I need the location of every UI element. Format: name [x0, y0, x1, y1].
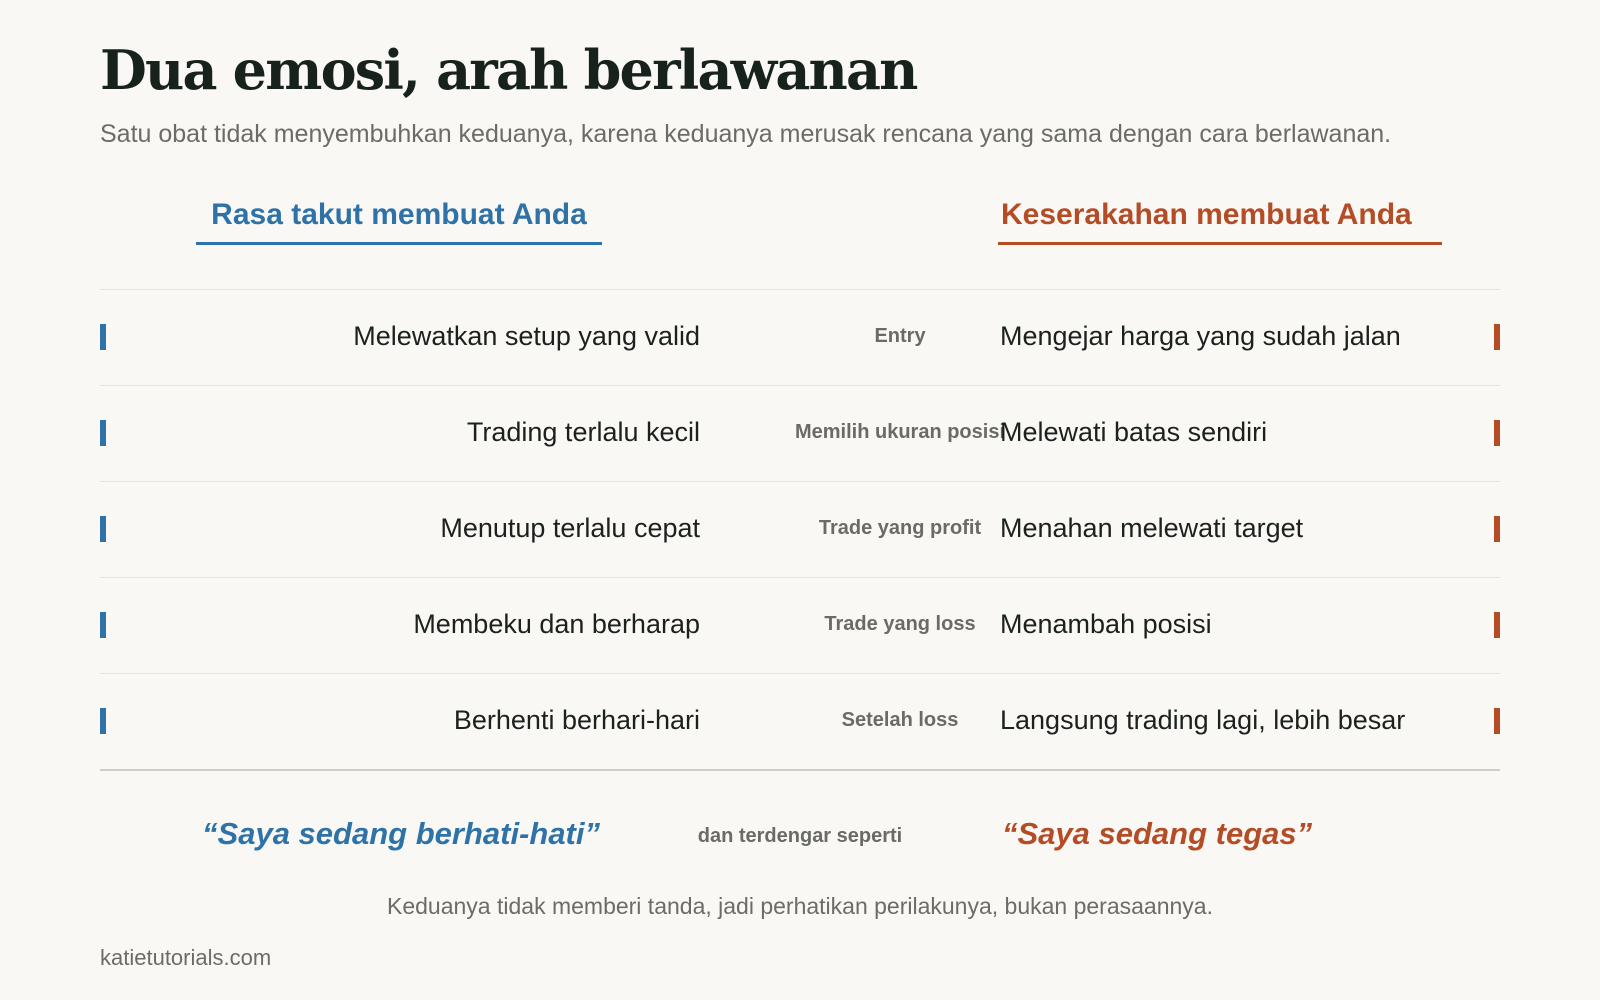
fear-behavior: Berhenti berhari-hari [453, 705, 700, 735]
fear-behavior: Trading terlalu kecil [466, 417, 700, 447]
quote-connector: dan terdengar seperti [697, 825, 903, 847]
fear-marker [100, 612, 106, 638]
fear-marker [100, 516, 106, 542]
fear-column-heading: Rasa takut membuat Anda [196, 198, 602, 245]
fear-marker [100, 324, 106, 350]
comparison-table [100, 289, 1500, 771]
fear-marker [100, 420, 106, 446]
situation-label: Setelah loss [841, 709, 959, 731]
greed-behavior: Menambah posisi [1000, 609, 1212, 639]
situation-label: Trade yang profit [818, 517, 982, 539]
fear-behavior: Menutup terlalu cepat [440, 513, 700, 543]
greed-behavior: Menahan melewati target [1000, 513, 1304, 543]
greed-quote: “Saya sedang tegas” [1002, 816, 1313, 851]
greed-marker [1494, 324, 1500, 350]
situation-label: Trade yang loss [824, 613, 976, 635]
greed-behavior: Langsung trading lagi, lebih besar [1000, 705, 1406, 735]
greed-column-heading: Keserakahan membuat Anda [998, 198, 1442, 245]
situation-label: Memilih ukuran posisi [794, 421, 1006, 443]
greed-marker [1494, 516, 1500, 542]
fear-behavior: Membeku dan berharap [413, 609, 700, 639]
fear-marker [100, 708, 106, 734]
greed-marker [1494, 708, 1500, 734]
comparison-row [100, 674, 1500, 771]
fear-quote: “Saya sedang berhati-hati” [202, 816, 600, 851]
fear-behavior: Melewatkan setup yang valid [353, 321, 700, 351]
page-title: Dua emosi, arah berlawanan [100, 38, 917, 102]
greed-behavior: Mengejar harga yang sudah jalan [1000, 321, 1401, 351]
comparison-row [100, 482, 1500, 578]
site-credit: katietutorials.com [100, 945, 272, 970]
comparison-row [100, 578, 1500, 674]
greed-behavior: Melewati batas sendiri [1000, 417, 1268, 447]
page-subtitle: Satu obat tidak menyembuhkan keduanya, karena keduanya merusak rencana yang sama dengan cara berlawanan. [100, 120, 1392, 148]
footer-note: Keduanya tidak memberi tanda, jadi perhatikan perilakunya, bukan perasaannya. [387, 893, 1213, 919]
situation-label: Entry [874, 325, 926, 347]
greed-marker [1494, 420, 1500, 446]
greed-marker [1494, 612, 1500, 638]
comparison-row [100, 386, 1500, 482]
comparison-row [100, 290, 1500, 386]
